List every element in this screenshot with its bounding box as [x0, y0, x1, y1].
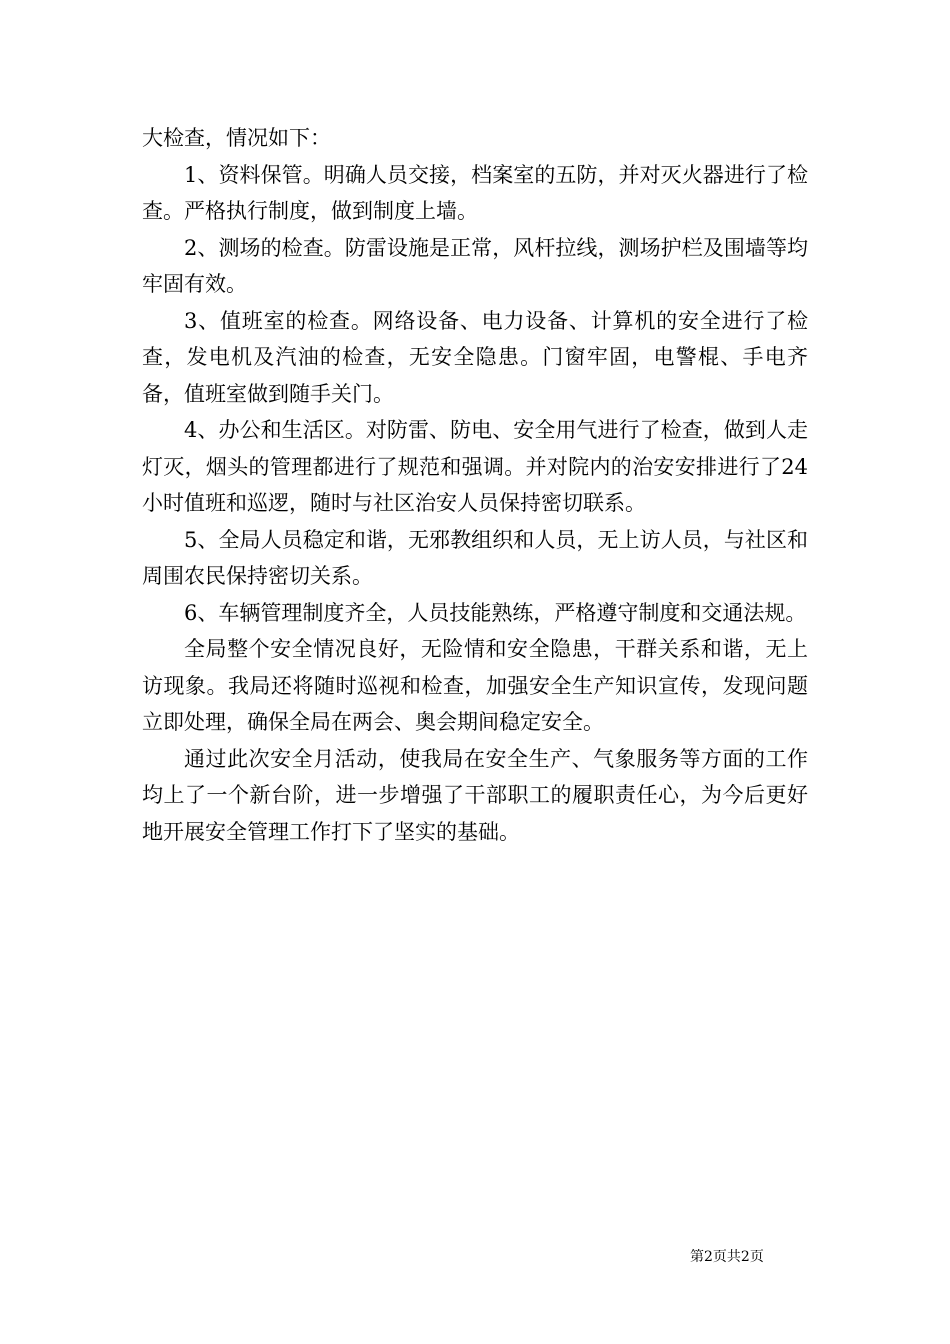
paragraph-item-1: 1、资料保管。明确人员交接，档案室的五防，并对灭火器进行了检查。严格执行制度，做到制度上墙。: [142, 162, 808, 223]
conclusion-paragraph: 通过此次安全月活动，使我局在安全生产、气象服务等方面的工作均上了一个新台阶，进一步增强了干部职工的履职责任心，为今后更好地开展安全管理工作打下了坚实的基础。: [142, 746, 808, 844]
paragraph-item-5: 5、全局人员稳定和谐，无邪教组织和人员，无上访人员，与社区和周围农民保持密切关系。: [142, 527, 808, 588]
page-number-footer: 第2页共2页: [690, 1249, 764, 1265]
document-body: [142, 120, 808, 850]
paragraph-item-6: 6、车辆管理制度齐全，人员技能熟练，严格遵守制度和交通法规。: [184, 600, 807, 625]
paragraph-item-3: 3、值班室的检查。网络设备、电力设备、计算机的安全进行了检查，发电机及汽油的检查，无安全隐患。门窗牢固，电警棍、手电齐备，值班室做到随手关门。: [142, 308, 808, 406]
lead-line: 大检查，情况如下：: [142, 126, 331, 150]
summary-paragraph: 全局整个安全情况良好，无险情和安全隐患，干群关系和谐，无上访现象。我局还将随时巡视和检查，加强安全生产知识宣传，发现问题立即处理，确保全局在两会、奥会期间稳定安全。: [142, 637, 808, 734]
paragraph-item-2: 2、测场的检查。防雷设施是正常，风杆拉线，测场护栏及围墙等均牢固有效。: [142, 235, 808, 296]
paragraph-item-4: 4、办公和生活区。对防雷、防电、安全用气进行了检查，做到人走灯灭，烟头的管理都进行了规范和强调。并对院内的治安安排进行了24小时值班和巡逻，随时与社区治安人员保持密切联系。: [142, 418, 808, 515]
